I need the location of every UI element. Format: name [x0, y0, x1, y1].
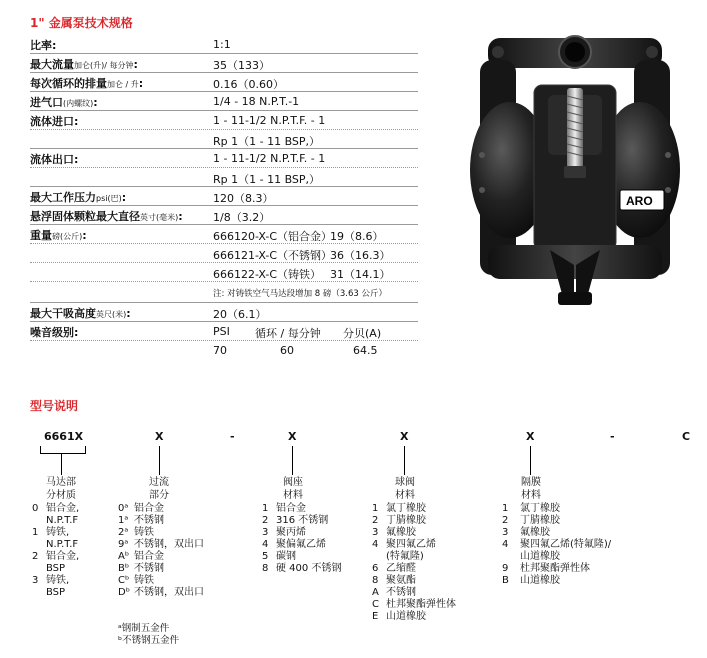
motor-stem [61, 453, 62, 475]
motor-option-cont: N.P.T.F [46, 539, 79, 550]
motor-option: 3 铸铁, [32, 575, 70, 586]
fluid-option: 1ᵃ 不锈钢 [118, 515, 164, 526]
diaphragm-option: 9 杜邦聚酯弹性体 [502, 563, 590, 574]
motor-option-cont: BSP [46, 563, 66, 574]
fluid-option: Bᵇ 不锈钢 [118, 563, 164, 574]
diaphragm-option: 1 氯丁橡胶 [502, 503, 560, 514]
seat-stem [292, 446, 293, 475]
spec-row-displacement: 每次循环的排量加仑 / 升: 0.16（0.60） [30, 73, 418, 92]
spec-row-noise: 噪音级别: PSI 循环 / 每分钟 分贝(A) [30, 322, 418, 341]
spec-row-noise-values: 70 60 64.5 [213, 344, 378, 357]
spec-row-max-flow: 最大流量加仑(升)/ 每分钟: 35（133） [30, 54, 418, 73]
spec-row-air-inlet: 进气口(内螺纹): 1/4 - 18 N.P.T.-1 [30, 92, 418, 111]
diaphragm-option: B 山道橡胶 [502, 575, 560, 586]
seat-column-title: 阀座 材料 [283, 477, 303, 501]
diaphragm-option: 2 丁腈橡胶 [502, 515, 560, 526]
spec-row-fluid-inlet: 流体进口: 1 - 11-1/2 N.P.T.F. - 1 [30, 111, 418, 130]
diaphragm-option: 4 聚四氟乙烯(特氟隆)/ [502, 539, 612, 550]
spec-row-ratio: 比率: 1:1 [30, 35, 418, 54]
footnote-steel-hardware: ᵃ钢制五金件 [118, 623, 170, 634]
ball-option: 8 聚氨酯 [372, 575, 416, 586]
ball-option: 1 氯丁橡胶 [372, 503, 426, 514]
motor-option: 0 铝合金, [32, 503, 80, 514]
motor-options-list [32, 503, 79, 599]
fluid-footnotes [118, 623, 179, 647]
spec-row-weight-aluminum: 重量磅(公斤): 666120-X-C（铝合金） 19（8.6） [30, 225, 418, 244]
diaphragm-column-title: 隔膜 材料 [521, 477, 541, 501]
spec-row-weight-stainless: 666121-X-C（不锈钢） 36（16.3） [30, 244, 418, 263]
spec-row-fluid-inlet-bsp: Rp 1（1 - 11 BSP,） [30, 130, 418, 149]
spec-row-fluid-outlet: 流体出口: 1 - 11-1/2 N.P.T.F. - 1 [30, 149, 418, 168]
fluid-options-list [118, 503, 204, 599]
fluid-option: Aᵇ 铝合金 [118, 551, 164, 562]
fluid-option: 2ᵃ 铸铁 [118, 527, 154, 538]
spec-row-fluid-outlet-bsp: Rp 1（1 - 11 BSP,） [30, 168, 418, 187]
seat-options-list [262, 503, 341, 575]
ball-stem [404, 446, 405, 475]
spec-row-weight-note: 注: 对铸铁空气马达段增加 8 磅（3.63 公斤） [30, 282, 418, 303]
fluid-option: 0ᵃ 铝合金 [118, 503, 164, 514]
diaphragm-option: 3 氟橡胶 [502, 527, 550, 538]
fluid-option: Cᵇ 铸铁 [118, 575, 154, 586]
motor-column-title: 马达部 分材质 [46, 477, 76, 501]
spec-row-max-lift: 最大干吸高度英尺(米): 20（6.1） [30, 303, 418, 322]
ball-option: 2 丁腈橡胶 [372, 515, 426, 526]
footnote-stainless-hardware: ᵇ不锈钢五金件 [118, 635, 180, 646]
motor-option: 2 铝合金, [32, 551, 80, 562]
seat-option: 5 碳钢 [262, 551, 296, 562]
ball-option: 3 氟橡胶 [372, 527, 416, 538]
motor-option-cont: BSP [46, 587, 66, 598]
spec-title: 1" 金属泵技术规格 [30, 16, 133, 30]
fluid-stem [159, 446, 160, 475]
ball-option: C 杜邦聚酯弹性体 [372, 599, 456, 610]
fluid-option: Dᵇ 不锈钢，双出口 [118, 587, 204, 598]
ball-option: A 不锈钢 [372, 587, 416, 598]
fluid-option: 9ᵃ 不锈钢，双出口 [118, 539, 204, 550]
model-code-x4: X [526, 430, 535, 443]
model-code-base: 6661X [44, 430, 84, 443]
spec-table [30, 35, 418, 359]
model-code-dash1: - [230, 430, 235, 443]
motor-option: 1 铸铁, [32, 527, 70, 538]
pump-image [470, 30, 680, 305]
model-code-x2: X [288, 430, 297, 443]
model-title: 型号说明 [30, 399, 79, 413]
diaphragm-options-list [502, 503, 611, 587]
seat-option: 1 铝合金 [262, 503, 306, 514]
model-base-bracket [40, 446, 86, 454]
ball-options-list [372, 503, 456, 623]
motor-option-cont: N.P.T.F [46, 515, 79, 526]
seat-option: 4 聚偏氟乙烯 [262, 539, 326, 550]
spec-row-weight-castiron: 666122-X-C（铸铁） 31（14.1） [30, 263, 418, 282]
model-code-x3: X [400, 430, 409, 443]
ball-option: E 山道橡胶 [372, 611, 426, 622]
ball-option: 6 乙缩醛 [372, 563, 416, 574]
spec-row-solids: 悬浮固体颗粒最大直径英寸(毫米): 1/8（3.2） [30, 206, 418, 225]
ball-option: 4 聚四氟乙烯 [372, 539, 436, 550]
diaphragm-option-cont: 山道橡胶 [520, 551, 560, 562]
seat-option: 8 硬 400 不锈钢 [262, 563, 342, 574]
pump-brand-badge: ARO [626, 194, 653, 208]
seat-option: 3 聚丙烯 [262, 527, 306, 538]
seat-option: 2 316 不锈钢 [262, 515, 329, 526]
model-code-c: C [682, 430, 691, 443]
fluid-column-title: 过流 部分 [149, 477, 169, 501]
ball-option-cont: (特氟隆) [386, 551, 424, 562]
model-code-x1: X [155, 430, 164, 443]
ball-column-title: 球阀 材料 [395, 477, 415, 501]
diaphragm-stem [530, 446, 531, 475]
spec-row-max-pressure: 最大工作压力psi(巴): 120（8.3） [30, 187, 418, 206]
model-code-dash2: - [610, 430, 615, 443]
